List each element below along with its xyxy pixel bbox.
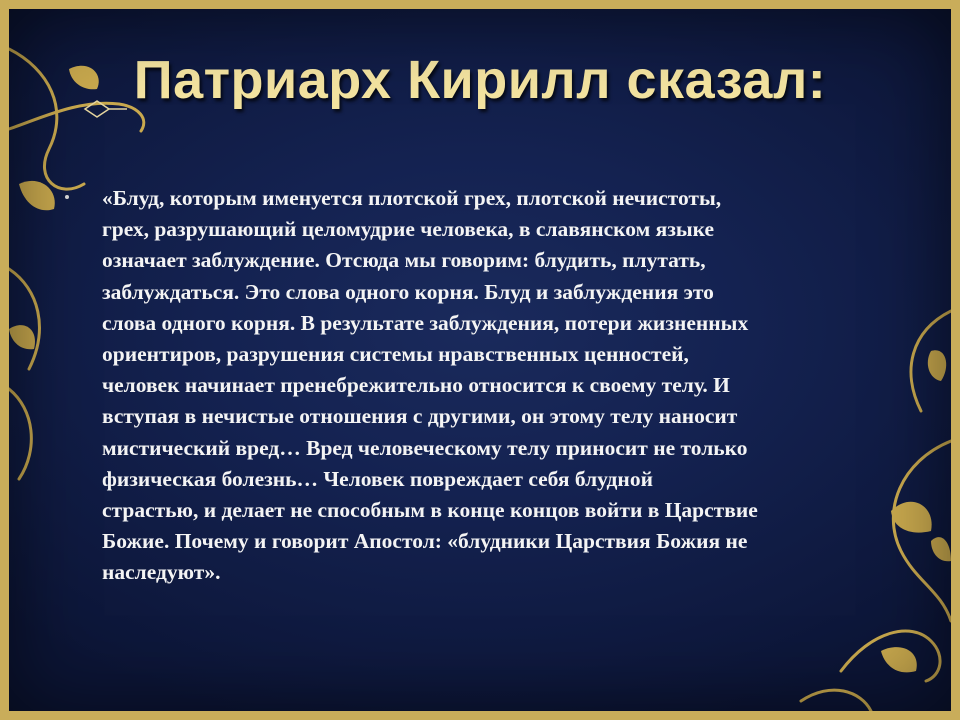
slide-title: Патриарх Кирилл сказал: <box>133 50 827 110</box>
bullet-dot <box>65 195 69 199</box>
quote-line: вступая в нечистые отношения с другими, он этому телу наносит <box>102 404 738 429</box>
quote-line: грех, разрушающий целомудрие человека, в славянском языке <box>102 217 715 242</box>
quote-line: физическая болезнь… Человек повреждает себя блудной <box>102 466 653 491</box>
quote-text <box>102 183 914 589</box>
quote-line: страстью, и делает не способным в конце концов войти в Царствие <box>102 498 758 523</box>
quote-line: наследуют». <box>102 560 221 585</box>
quote-line: Божие. Почему и говорит Апостол: «блудники Царствия Божия не <box>102 529 748 554</box>
quote-line: мистический вред… Вред человеческому телу приносит не только <box>102 435 748 460</box>
quote-line: ориентиров, разрушения системы нравственных ценностей, <box>102 342 689 367</box>
quote-line: означает заблуждение. Отсюда мы говорим: блудить, плутать, <box>102 248 706 273</box>
quote-line: слова одного корня. В результате заблуждения, потери жизненных <box>102 310 749 335</box>
quote-line: человек начинает пренебрежительно относится к своему телу. И <box>102 373 730 398</box>
quote-line: заблуждаться. Это слова одного корня. Блуд и заблуждения это <box>102 279 714 304</box>
quote-line: «Блуд, которым именуется плотской грех, плотской нечистоты, <box>102 186 722 210</box>
